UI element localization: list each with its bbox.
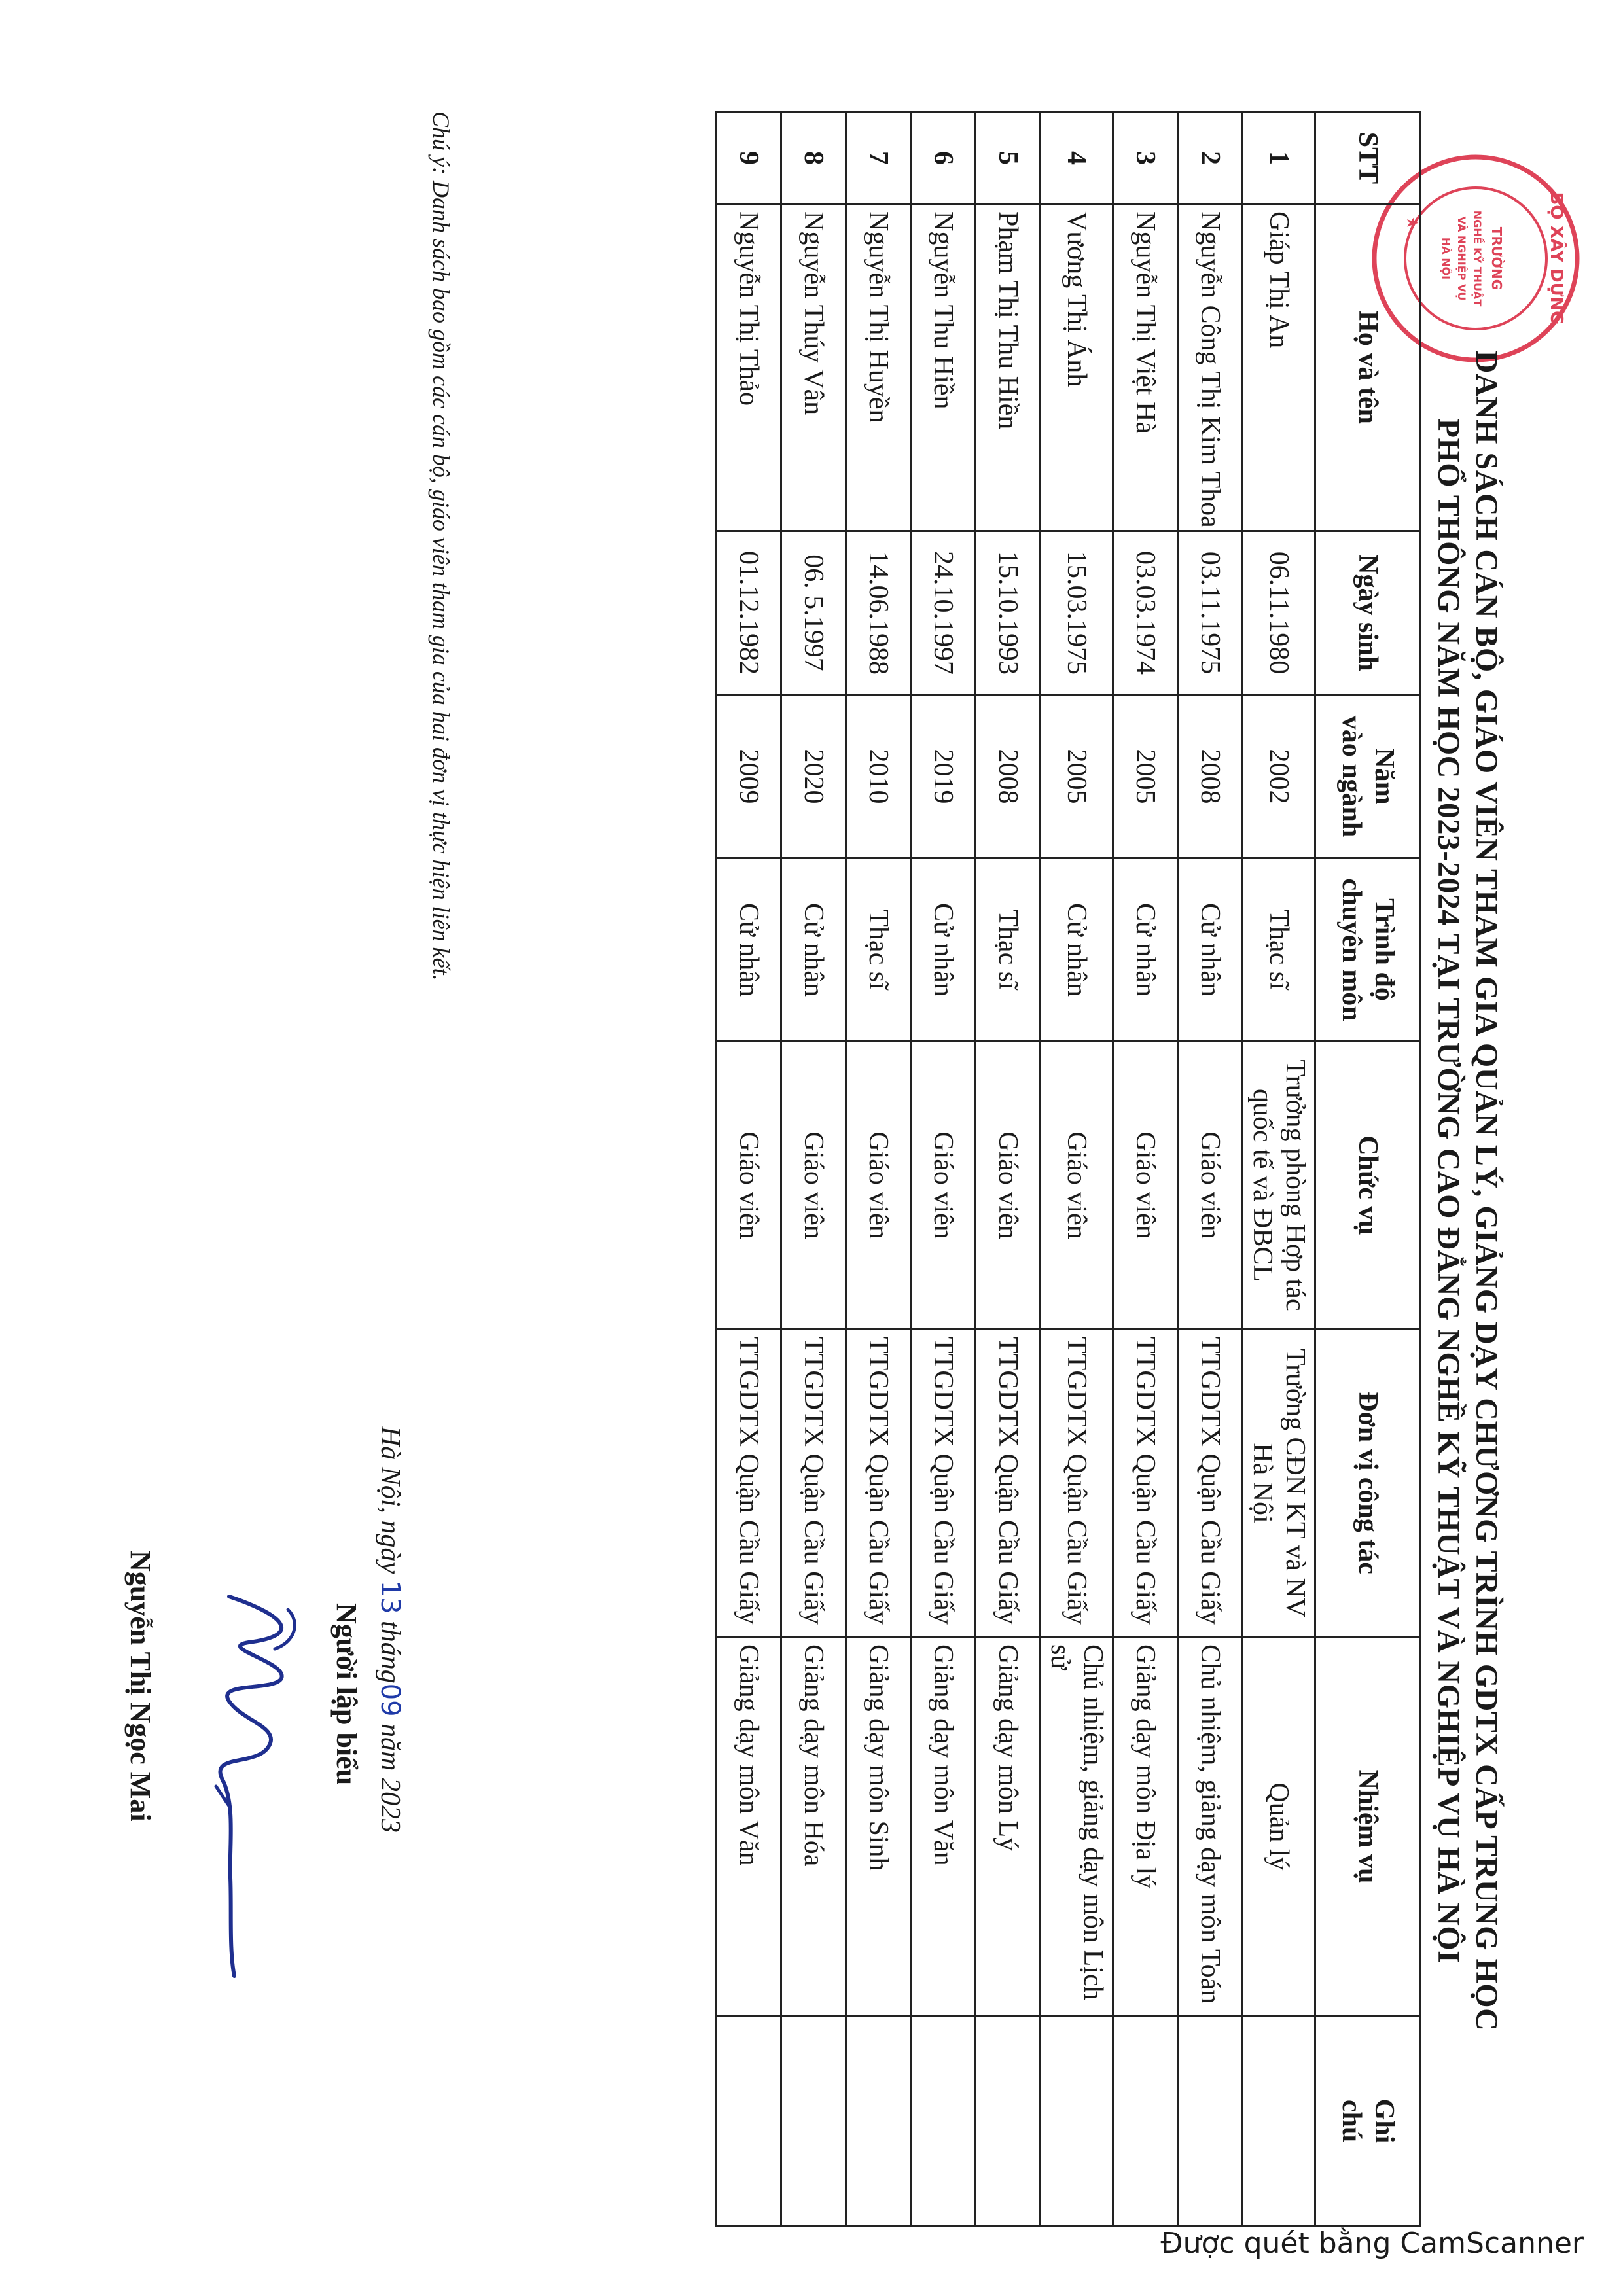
cell-duty: Giảng dạy môn Văn [911,1637,976,2017]
cell-position: Giáo viên [781,1042,846,1330]
signer-role: Người lập biểu [330,1603,363,1786]
cell-stt: 9 [717,113,781,204]
svg-text:VÀ NGHIỆP VỤ: VÀ NGHIỆP VỤ [1455,216,1468,301]
cell-stt: 8 [781,113,846,204]
header-dob: Ngày sinh [1315,531,1421,695]
cell-position: Giáo viên [846,1042,911,1330]
cell-stt: 5 [976,113,1041,204]
table-row [1243,113,1315,2226]
cell-unit: TTGDTX Quận Cầu Giấy [911,1330,976,1637]
cell-stt: 1 [1243,113,1315,204]
cell-dob: 06. 5.1997 [781,531,846,695]
cell-note [1178,2017,1243,2226]
header-position: Chức vụ [1315,1042,1421,1330]
cell-note [911,2017,976,2226]
cell-year: 2010 [846,695,911,858]
table-row [911,113,976,2226]
table-row [1178,113,1243,2226]
cell-year: 2005 [1041,695,1113,858]
cell-year: 2009 [717,695,781,858]
cell-name: Nguyễn Thúy Vân [781,204,846,531]
cell-dob: 03.03.1974 [1113,531,1178,695]
cell-unit: TTGDTX Quận Cầu Giấy [717,1330,781,1637]
cell-duty: Giảng dạy môn Sinh [846,1637,911,2017]
cell-name: Nguyễn Thị Việt Hà [1113,204,1178,531]
cell-position: Giáo viên [717,1042,781,1330]
header-unit: Đơn vị công tác [1315,1330,1421,1637]
cell-level: Cử nhân [911,858,976,1042]
footnote: Chú ý: Danh sách bao gồm các cán bộ, giáo viên tham gia của hai đơn vị thực hiện liên kết. [428,111,454,981]
cell-name: Nguyễn Thị Huyền [846,204,911,531]
cell-unit: TTGDTX Quận Cầu Giấy [976,1330,1041,1637]
cell-dob: 14.06.1988 [846,531,911,695]
cell-stt: 3 [1113,113,1178,204]
cell-level: Cử nhân [717,858,781,1042]
header-duty: Nhiệm vụ [1315,1637,1421,2017]
header-note [1315,2017,1421,2226]
cell-unit: TTGDTX Quận Cầu Giấy [1113,1330,1178,1637]
cell-position: Trưởng phòng Hợp tác quốc tế và ĐBCL [1243,1042,1315,1330]
cell-year: 2020 [781,695,846,858]
svg-text:TRƯỜNG: TRƯỜNG [1489,226,1505,291]
table-row [1041,113,1113,2226]
cell-note [781,2017,846,2226]
title-line-2: PHỔ THÔNG NĂM HỌC 2023-2024 TẠI TRƯỜNG CAO ĐẲNG NGHỀ KỸ THUẬT VÀ NGHIỆP VỤ HÀ NỘI [1431,418,1466,1964]
cell-dob: 06.11.1980 [1243,531,1315,695]
date-year: năm 2023 [375,1723,405,1833]
cell-stt: 6 [911,113,976,204]
cell-stt: 2 [1178,113,1243,204]
date-day: 13 [375,1580,405,1614]
cell-unit: TTGDTX Quận Cầu Giấy [781,1330,846,1637]
cell-level: Cử nhân [781,858,846,1042]
cell-dob: 24.10.1997 [911,531,976,695]
cell-dob: 15.03.1975 [1041,531,1113,695]
cell-level: Cử nhân [1041,858,1113,1042]
table-row [846,113,911,2226]
date-prefix: Hà Nội, ngày [375,1426,405,1574]
cell-stt: 7 [846,113,911,204]
cell-note [1113,2017,1178,2226]
cell-name: Nguyễn Thị Thảo [717,204,781,531]
cell-duty: Quản lý [1243,1637,1315,2017]
cell-position: Giáo viên [911,1042,976,1330]
title-line-1: DANH SÁCH CÁN BỘ, GIÁO VIÊN THAM GIA QUẢN LÝ, GIẢNG DẠY CHƯƠNG TRÌNH GDTX CẤP TRUNG HỌC [1469,350,1504,2032]
cell-name: Vương Thị Ánh [1041,204,1113,531]
cell-note [846,2017,911,2226]
cell-position: Giáo viên [976,1042,1041,1330]
svg-text:NGHỀ KỸ THUẬT: NGHỀ KỸ THUẬT [1471,210,1484,307]
cell-note [1041,2017,1113,2226]
cell-unit: TTGDTX Quận Cầu Giấy [1178,1330,1243,1637]
cell-year: 2002 [1243,695,1315,858]
table-row [781,113,846,2226]
cell-year: 2019 [911,695,976,858]
cell-dob: 15.10.1993 [976,531,1041,695]
signer-name: Nguyễn Thị Ngọc Mai [124,1551,156,1822]
handwritten-signature [170,1570,327,1989]
cell-name: Phạm Thị Thu Hiền [976,204,1041,531]
cell-level: Thạc sĩ [976,858,1041,1042]
cell-level: Thạc sĩ [1243,858,1315,1042]
header-year-line-2: vào ngành [1336,715,1366,838]
table-header-row [1315,113,1421,2226]
header-note-line-2: chú [1336,2099,1366,2143]
scanner-watermark: Được quét bằng CamScanner [1160,2227,1584,2260]
cell-dob: 03.11.1975 [1178,531,1243,695]
header-level [1315,858,1421,1042]
cell-note [976,2017,1041,2226]
signature-date [374,1426,406,1833]
cell-year: 2008 [976,695,1041,858]
header-name: Họ và tên [1315,204,1421,531]
cell-duty: Giảng dạy môn Văn [717,1637,781,2017]
cell-level: Cử nhân [1113,858,1178,1042]
header-level-line-1: Trình độ [1369,898,1399,1001]
cell-duty: Giảng dạy môn Địa lý [1113,1637,1178,2017]
cell-position: Giáo viên [1113,1042,1178,1330]
header-note-line-1: Ghi [1369,2098,1399,2144]
cell-duty: Chủ nhiệm, giảng dạy môn Lịch sử [1041,1637,1113,2017]
cell-position: Giáo viên [1041,1042,1113,1330]
cell-level: Thạc sĩ [846,858,911,1042]
cell-duty: Giảng dạy môn Hóa [781,1637,846,2017]
header-year-line-1: Năm [1369,748,1399,805]
table-row [717,113,781,2226]
cell-note [1243,2017,1315,2226]
svg-text:HÀ NỘI: HÀ NỘI [1440,237,1452,280]
cell-duty: Giảng dạy môn Lý [976,1637,1041,2017]
date-month-prefix: tháng [375,1621,405,1684]
cell-dob: 01.12.1982 [717,531,781,695]
cell-position: Giáo viên [1178,1042,1243,1330]
cell-year: 2005 [1113,695,1178,858]
document-title [1429,275,1505,2107]
cell-duty: Chủ nhiệm, giảng dạy môn Toán [1178,1637,1243,2017]
table-row [1113,113,1178,2226]
header-year [1315,695,1421,858]
svg-text:BỘ XÂY DỰNG: BỘ XÂY DỰNG [1546,192,1566,325]
header-stt: STT [1315,113,1421,204]
header-level-line-2: chuyên môn [1336,878,1366,1021]
cell-level: Cử nhân [1178,858,1243,1042]
cell-unit: TTGDTX Quận Cầu Giấy [1041,1330,1113,1637]
cell-name: Nguyễn Thu Hiền [911,204,976,531]
date-month: 09 [375,1683,405,1717]
cell-year: 2008 [1178,695,1243,858]
table-row [976,113,1041,2226]
cell-name: Nguyễn Công Thị Kim Thoa [1178,204,1243,531]
staff-table [715,111,1421,2227]
cell-unit: Trường CĐN KT và NV Hà Nội [1243,1330,1315,1637]
cell-unit: TTGDTX Quận Cầu Giấy [846,1330,911,1637]
cell-note [717,2017,781,2226]
cell-stt: 4 [1041,113,1113,204]
cell-name: Giáp Thị An [1243,204,1315,531]
svg-text:★: ★ [1403,216,1421,230]
